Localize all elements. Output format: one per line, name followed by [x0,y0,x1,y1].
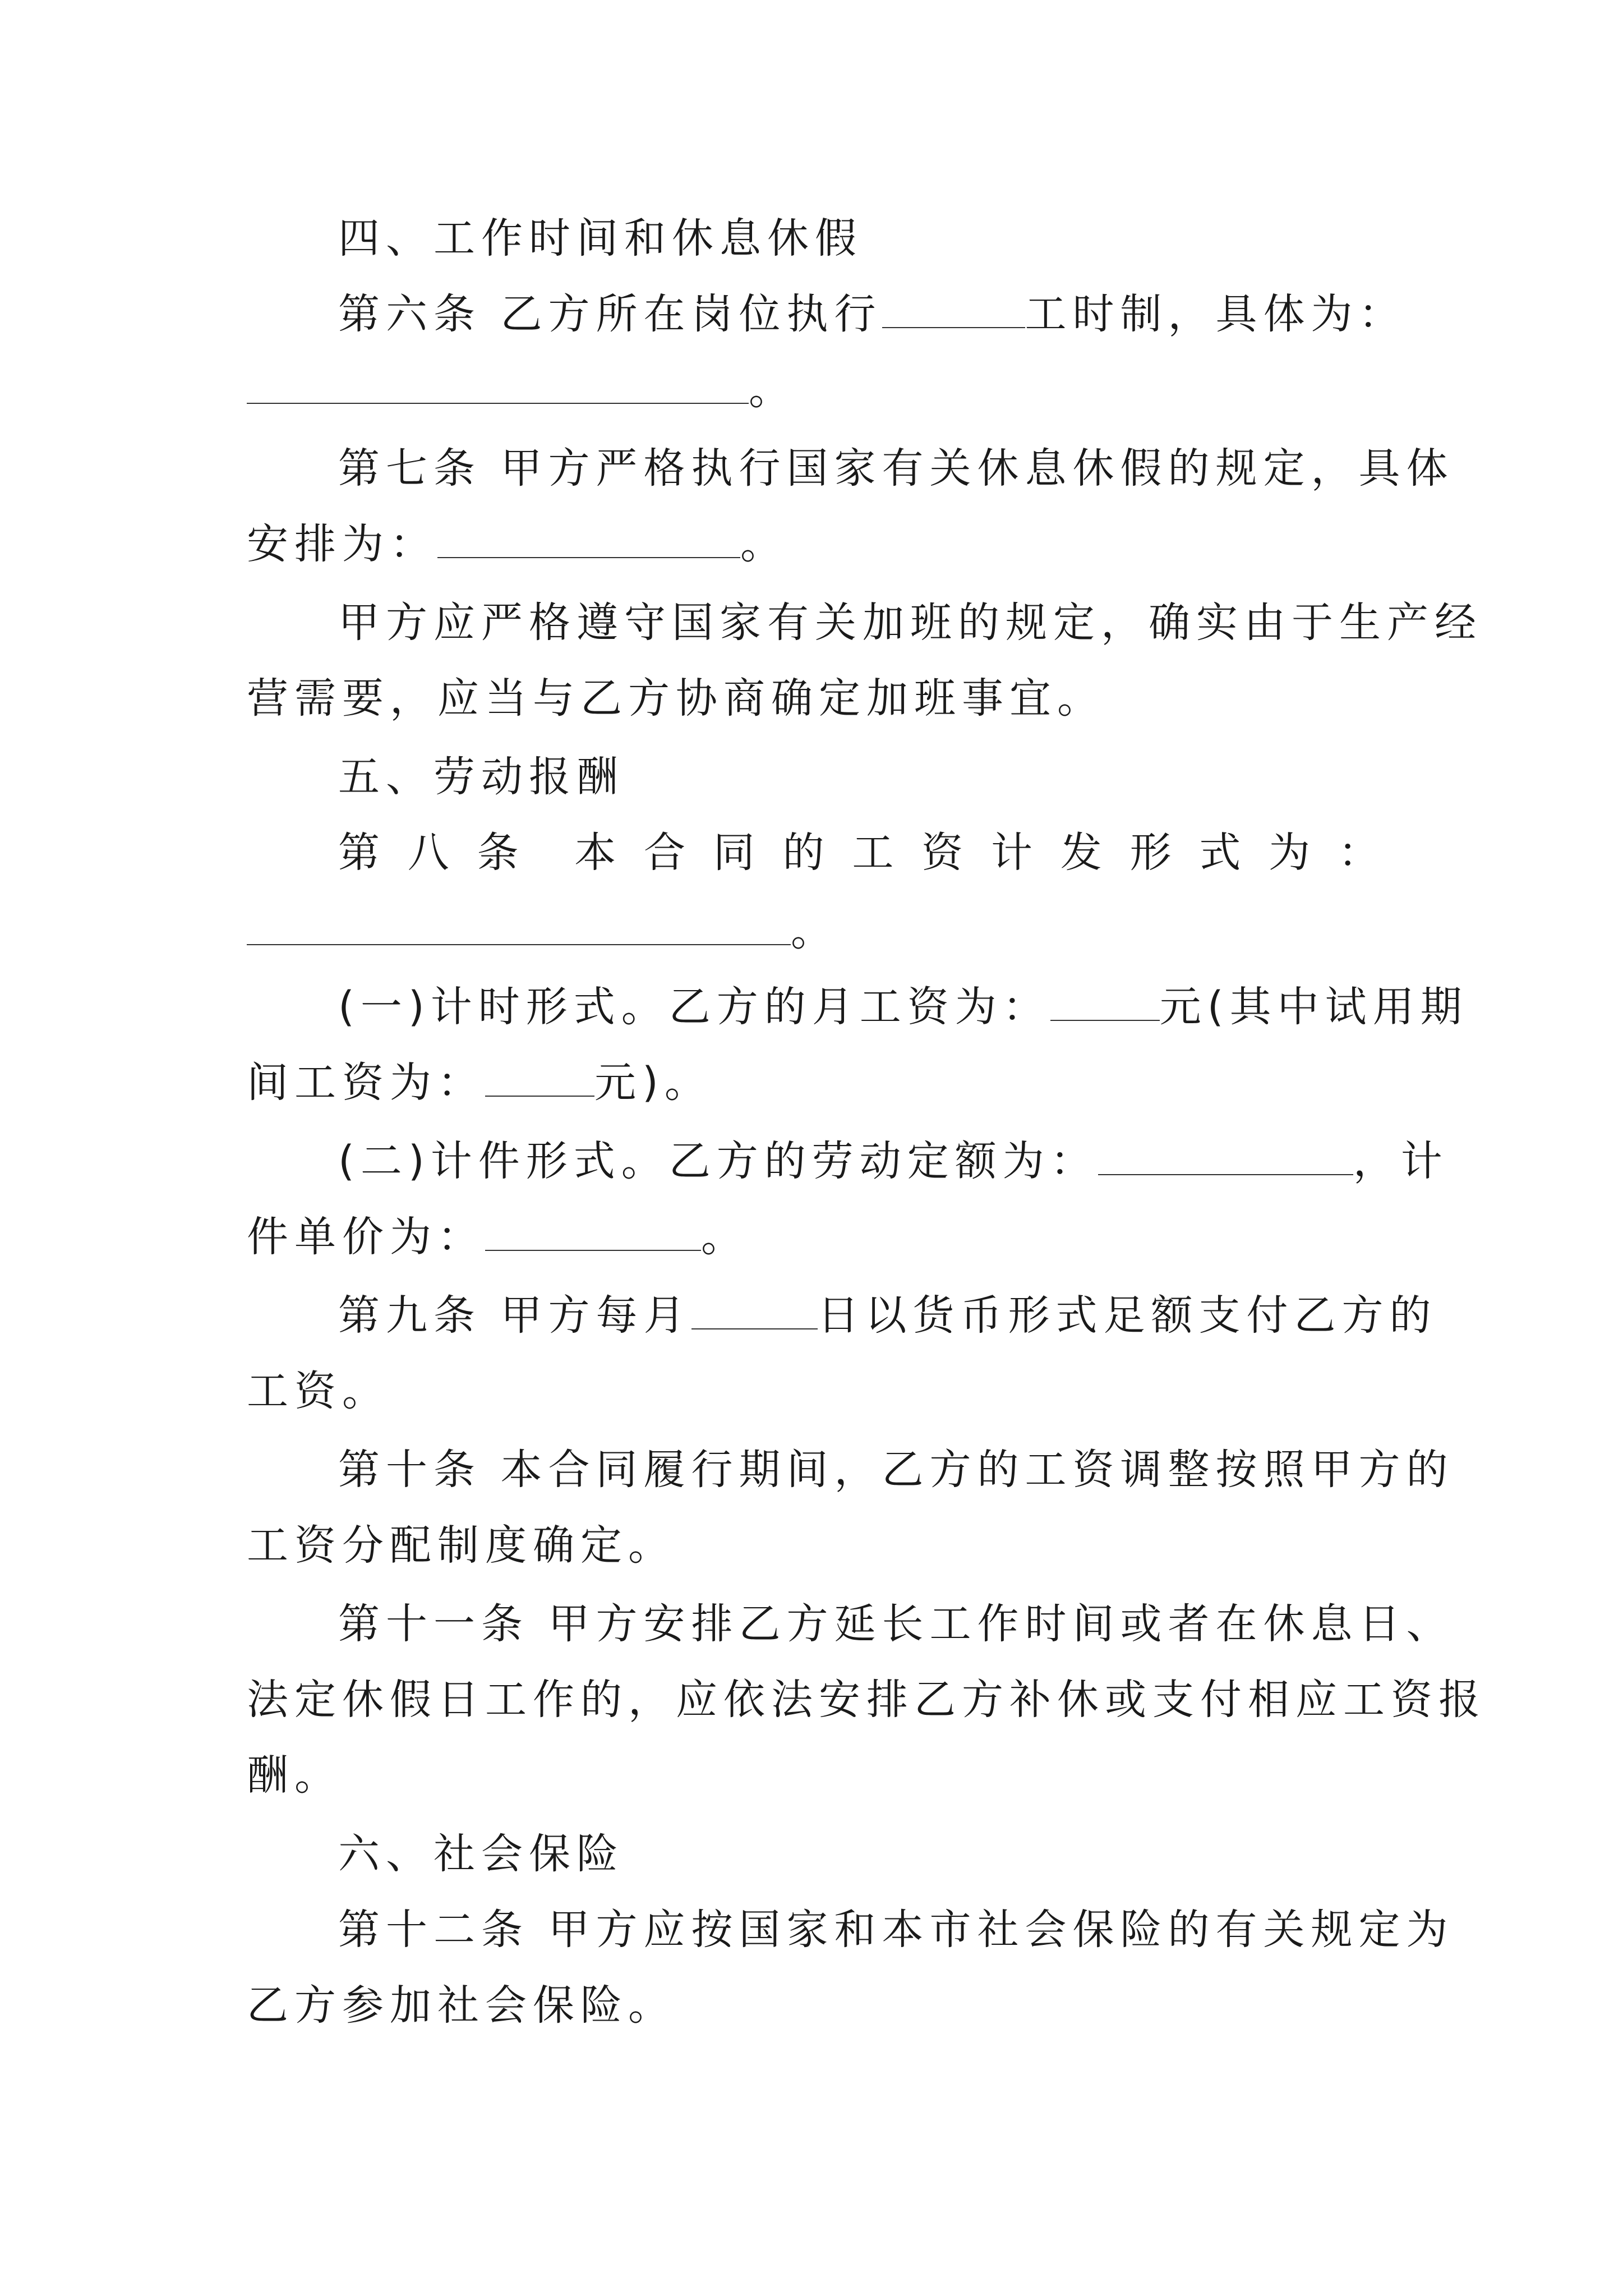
article-10-line-2: 工资分配制度确定。 [247,1521,676,1570]
overtime-line-2: 营需要，应当与乙方协商确定加班事宜。 [247,674,1105,723]
article-9-text-2: 日以货币形式足额支付乙方的 [817,1291,1437,1340]
article-8-char: 的 [782,829,824,877]
time-based-text-4: 元)。 [594,1059,712,1107]
article-7-text: 安排为： [247,520,437,568]
article-8-char: 条 [477,829,519,877]
article-9-line-1 [338,1287,1471,1343]
period: 。 [791,907,838,955]
period: 。 [740,520,788,568]
probation-wage-blank [485,1056,594,1097]
article-12-line-1: 第十二条 甲方应按国家和本市社会保险的有关规定为 [338,1906,1454,1954]
piecework-text-2: ，计 [1353,1137,1449,1185]
article-8-line-1 [247,825,1380,881]
article-10-line-1: 第十条 本合同履行期间，乙方的工资调整按照甲方的 [338,1446,1454,1494]
article-8-char: 计 [990,829,1032,877]
article-8-char: ： [1338,829,1380,877]
section-heading-remuneration: 五、劳动报酬 [338,753,624,801]
article-7-blank [437,518,740,558]
piecework-line-1 [338,1133,1471,1189]
period: 。 [701,1213,749,1261]
piecework-line-2 [247,1209,1380,1265]
overtime-line-1: 甲方应严格遵守国家有关加班的规定，确实由于生产经 [338,599,1482,647]
time-based-line-2 [247,1055,1380,1111]
article-11-line-2: 法定休假日工作的，应依法安排乙方补休或支付相应工资报 [247,1676,1486,1724]
article-8-char: 形 [1129,829,1172,877]
piecework-text-3: 件单价为： [247,1213,485,1261]
article-6-text: 第六条 乙方所在岗位执行 [338,290,882,338]
article-6-line-2 [247,362,1380,418]
article-9-text: 第九条 甲方每月 [338,1291,691,1340]
article-8-char: 本 [574,829,616,877]
article-8-char: 发 [1060,829,1102,877]
period: 。 [749,366,796,414]
piecework-text: (二)计件形式。乙方的劳动定额为： [338,1137,1098,1185]
article-6-text-2: 工时制，具体为： [1025,290,1407,338]
section-heading-social-insurance: 六、社会保险 [338,1830,624,1878]
time-based-text: (一)计时形式。乙方的月工资为： [338,983,1050,1031]
article-8-char: 为 [1269,829,1311,877]
unit-price-blank [485,1211,701,1251]
article-8-char: 八 [407,829,449,877]
section-heading-work-time: 四、工作时间和休息休假 [338,214,863,263]
labor-quota-blank [1098,1135,1353,1175]
article-8-char: 同 [713,829,755,877]
time-based-text-3: 间工资为： [247,1059,485,1107]
article-7-line-2 [247,516,1380,572]
article-8-char: 合 [643,829,685,877]
article-6-line-1 [338,286,1471,342]
article-7-line-1: 第七条 甲方严格执行国家有关休息休假的规定，具体 [338,444,1454,493]
article-8-line-2 [247,903,1380,959]
pay-day-blank [691,1289,818,1329]
article-8-char: 资 [921,829,963,877]
article-8-char: 式 [1199,829,1241,877]
article-8-blank [247,905,791,945]
article-9-line-2: 工资。 [247,1367,390,1415]
time-based-line-1 [338,979,1471,1035]
article-11-line-1: 第十一条 甲方安排乙方延长工作时间或者在休息日、 [338,1600,1454,1648]
time-based-text-2: 元(其中试用期 [1159,983,1468,1031]
article-8-char: 第 [338,829,380,877]
article-8-char: 工 [852,829,894,877]
article-6-blank-details [247,364,749,404]
monthly-wage-blank [1050,981,1160,1021]
article-11-line-3: 酬。 [247,1751,342,1800]
article-12-line-2: 乙方参加社会保险。 [247,1981,676,2030]
article-6-blank-hours [882,288,1025,328]
